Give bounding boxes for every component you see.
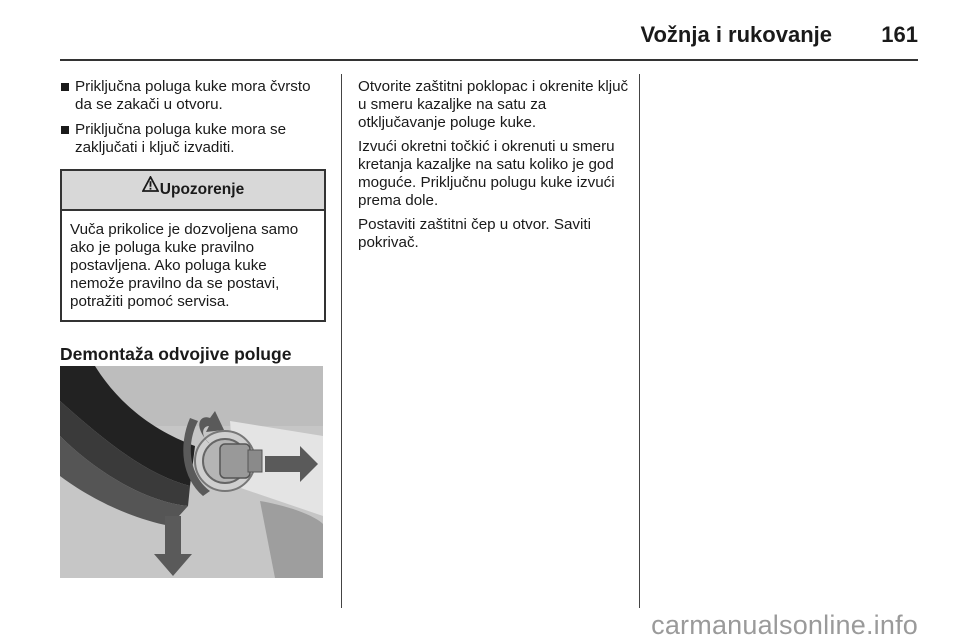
header-rule: [60, 59, 918, 61]
instruction-paragraph: Otvorite zaštitni poklopac i okrenite ključ u smeru kazaljke na satu za otključavanje poluge kuke.: [358, 78, 629, 131]
warning-text: Vuča prikolice je dozvoljena samo ako je poluga kuke pravilno postavljena. Ako poluga kuke nemože pravilno da se postavi, potražiti pomoć servisa.: [70, 221, 299, 310]
bullet-square-icon: [61, 83, 69, 91]
bullet-square-icon: [61, 126, 69, 134]
right-column: [358, 78, 630, 258]
bullet-list: [60, 78, 326, 157]
instruction-paragraph: Izvući okretni točkić i okrenuti u smeru kretanja kazaljke na satu koliko je god moguće. Priključnu polugu kuke izvući prema dole.: [358, 138, 615, 209]
warning-title: Upozorenje: [159, 181, 245, 198]
bullet-text: Priključna poluga kuke mora se zaključati i ključ izvaditi.: [75, 121, 287, 156]
column-divider-left: [341, 74, 342, 608]
watermark: carmanualsonline.info: [651, 610, 918, 640]
column-divider-right: [639, 74, 640, 608]
instruction-paragraph: Postaviti zaštitni čep u otvor. Saviti pokrivač.: [358, 216, 591, 251]
page-header: [60, 12, 918, 60]
chapter-title: Vožnja i rukovanje: [640, 22, 832, 47]
warning-triangle-icon: [142, 169, 159, 207]
bullet-item: [60, 78, 326, 114]
page-number: 161: [881, 22, 918, 47]
section-title: Demontaža odvojive poluge: [60, 344, 292, 364]
bullet-text: Priključna poluga kuke mora čvrsto da se zakači u otvoru.: [75, 78, 311, 113]
left-column: [60, 78, 326, 384]
warning-box: [60, 169, 326, 322]
tow-hook-illustration: [60, 366, 323, 578]
bullet-item: [60, 121, 326, 157]
warning-header: [62, 171, 324, 211]
